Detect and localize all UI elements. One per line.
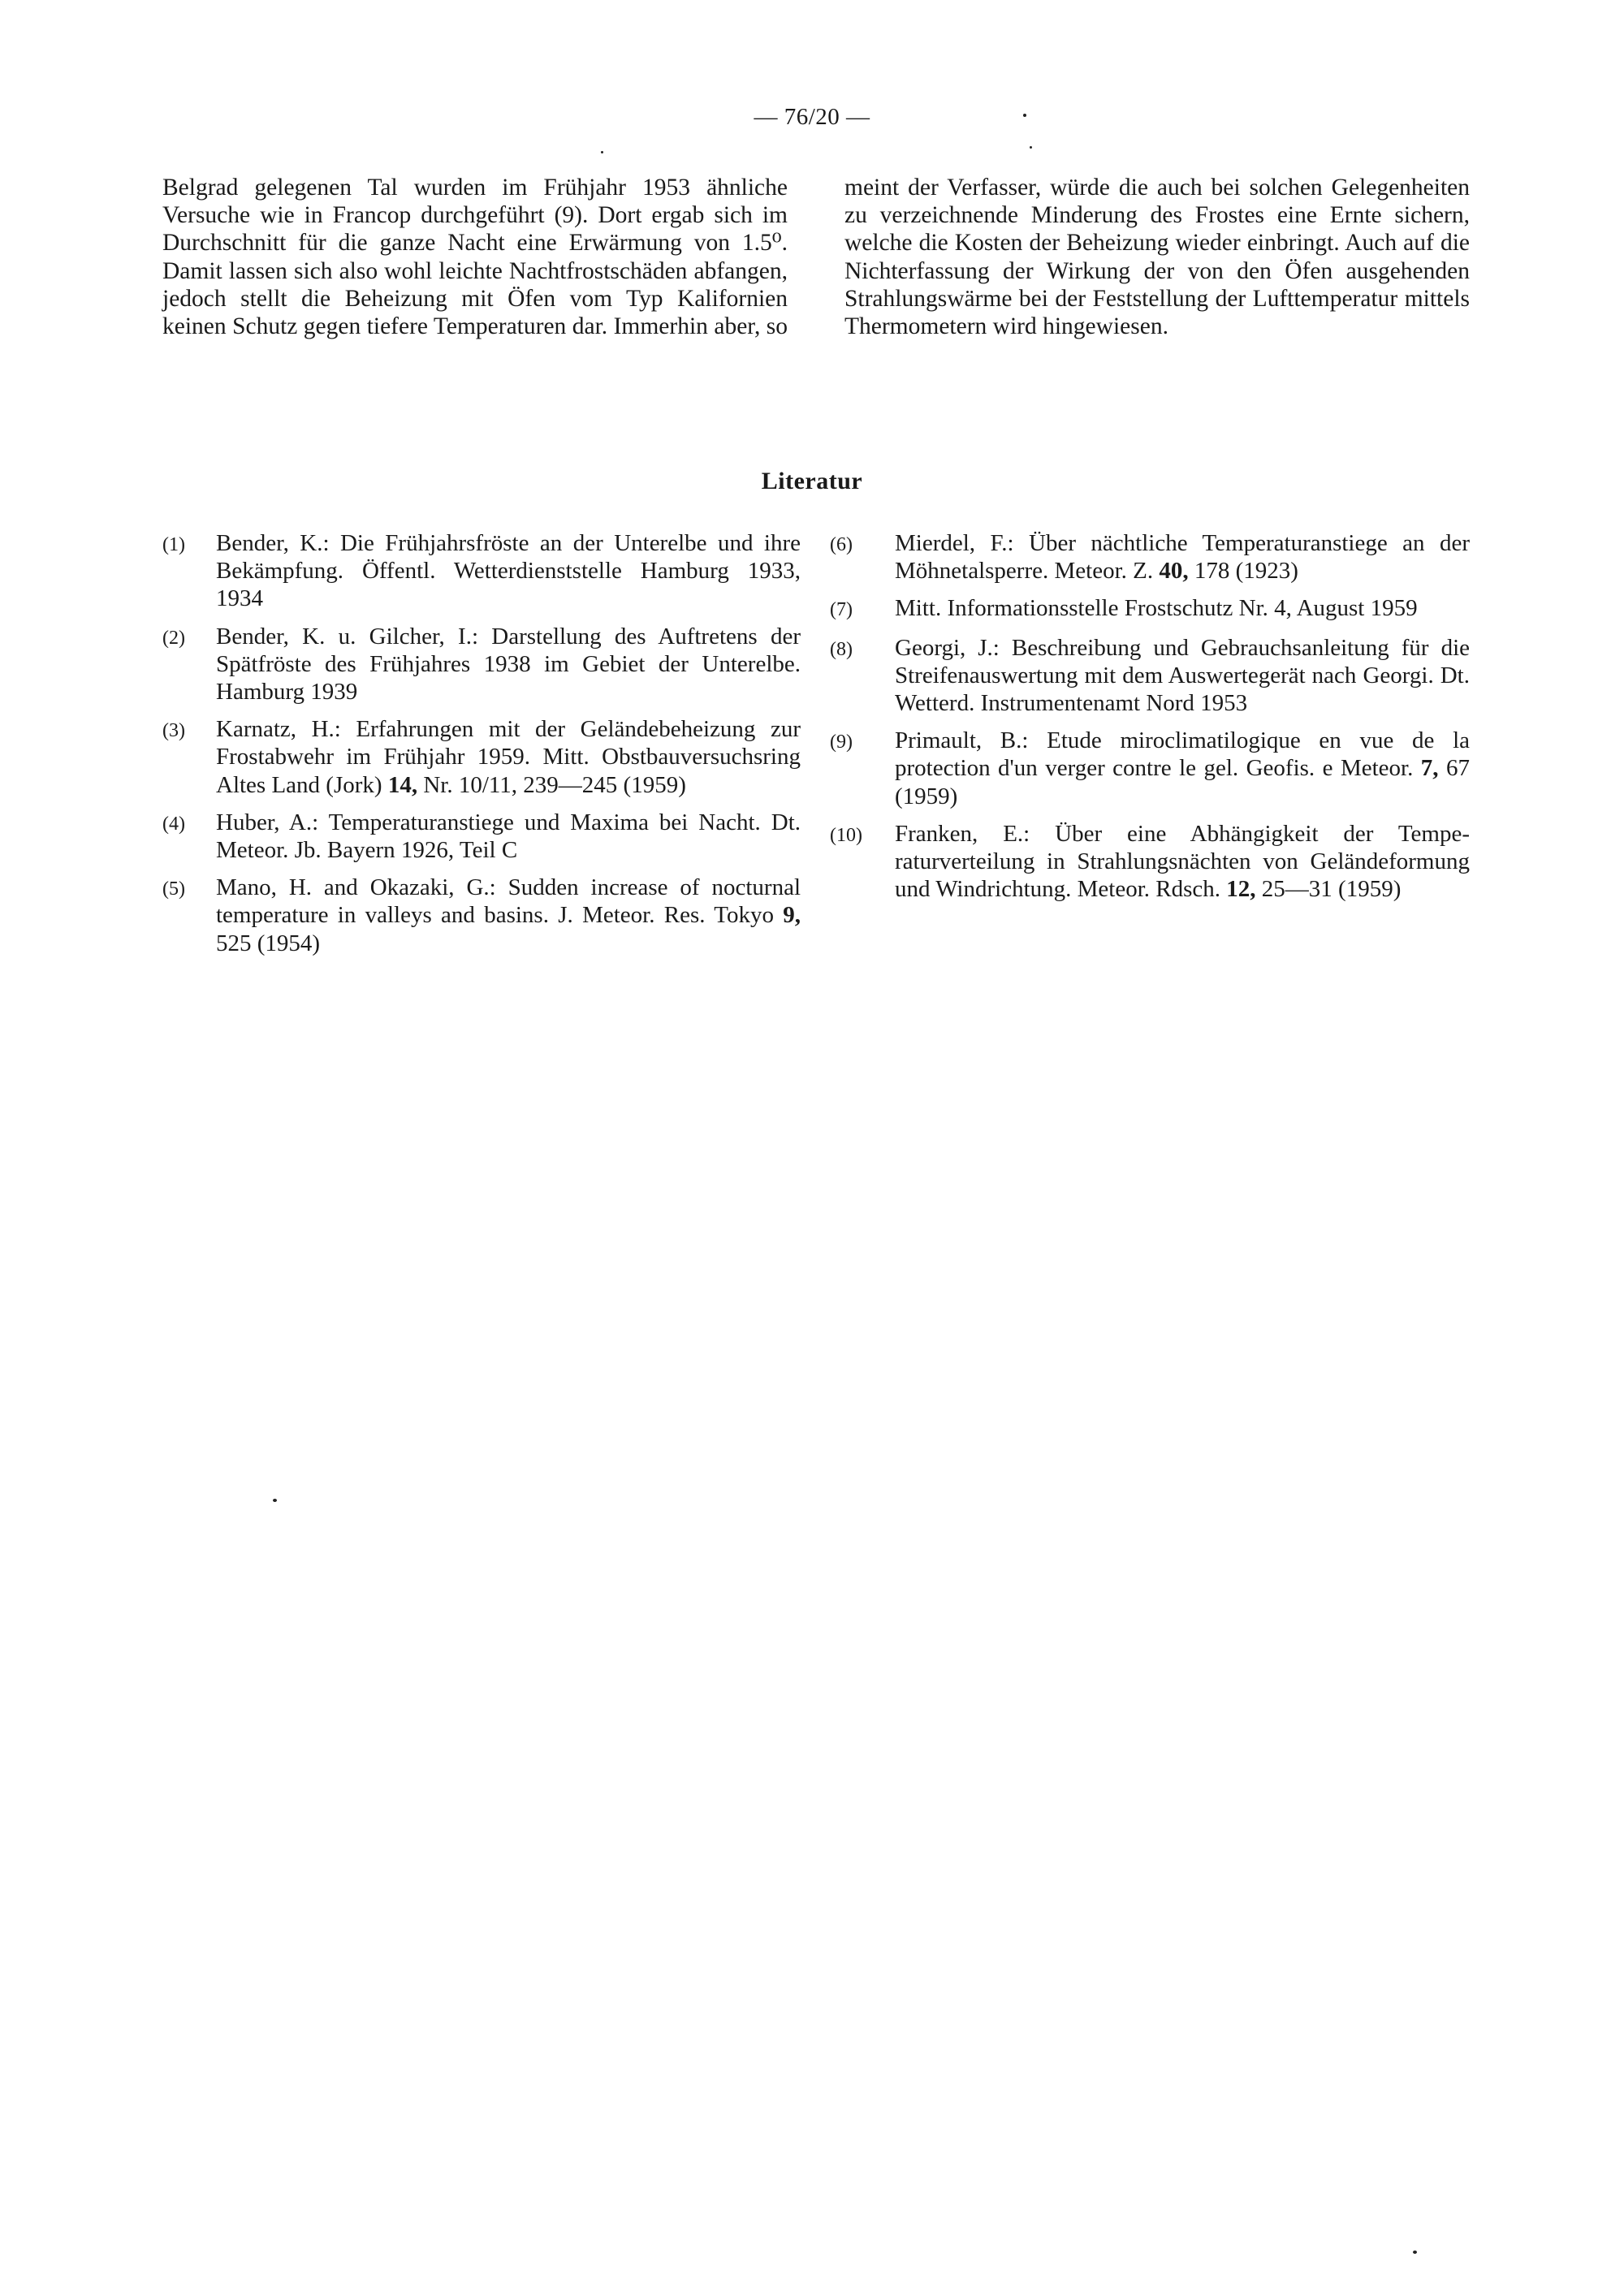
reference-item: [830, 594, 1470, 624]
reference-text: Mitt. Informationsstelle Frostschutz Nr. 4, August 1959: [895, 595, 1418, 622]
reference-number: (8): [830, 638, 853, 660]
literature-heading: Literatur: [761, 468, 863, 494]
reference-text: Bender, K.: Die Frühjahrsfröste an der Unterelbe und ihre Bekämpfung. Öffentl. Wetterdienststelle Hamburg 1933, 1934: [216, 530, 801, 612]
reference-number: (6): [830, 534, 853, 555]
reference-text-part: 25—31 (1959): [1255, 876, 1402, 903]
scan-speck: [1413, 2251, 1417, 2254]
scan-speck: [273, 1499, 277, 1502]
reference-text-part: Nr. 10/11, 239—245 (1959): [417, 771, 686, 798]
reference-text: [895, 529, 1470, 585]
reference-text: [895, 820, 1470, 904]
reference-column-left: [162, 529, 801, 967]
reference-item: [830, 727, 1470, 810]
reference-item: [830, 634, 1470, 718]
reference-text: [895, 727, 1470, 810]
reference-text-part: Primault, B.: Etude miroclimatilogique en vue de la protection d'un verger contre le gel. Geofis. e Meteor.: [895, 727, 1470, 782]
reference-volume: 7,: [1420, 755, 1439, 782]
reference-text-part: Mano, H. and Okazaki, G.: Sudden increase of nocturnal temperature in valleys and basins. J. Meteor. Res. Tokyo: [216, 874, 801, 929]
page-number: — 76/20 —: [754, 104, 870, 130]
reference-list: [162, 529, 1470, 967]
scan-speck: [1023, 114, 1026, 117]
reference-number: (1): [162, 534, 185, 555]
reference-number: (5): [162, 878, 185, 900]
reference-item: [830, 529, 1470, 585]
reference-text-part: 67 (1959): [895, 755, 1470, 809]
reference-item: [162, 809, 801, 864]
reference-text-part: Franken, E.: Über eine Abhängigkeit der Temperaturverteilung in Strahlungsnächten von Geländeformung und Windrichtung. Meteor. Rdsch.: [895, 820, 1470, 903]
reference-text: Georgi, J.: Beschreibung und Gebrauchsanleitung für die Streifenauswertung mit dem Auswertegerät nach Georgi. Dt. Wetterd. Instrumentenamt Nord 1953: [895, 634, 1470, 717]
reference-volume: 40,: [1159, 558, 1189, 585]
reference-text-part: Mierdel, F.: Über nächtliche Temperaturanstiege an der Möhnetalsperre. Meteor. Z.: [895, 530, 1470, 585]
body-paragraph: Belgrad gelegenen Tal wurden im Frühjahr 1953 ähnliche Versuche wie in Francop durchgeführt (9). Dort ergab sich im Durchschnitt für die ganze Nacht eine Erwärmung von 1.5⁰. Damit lassen sich also wohl leichte Nachtfrostschäden abfangen, jedoch stellt die Beheizung mit Öfen vom Typ Kalifornien keinen Schutz gegen tiefere Temperaturen dar. Immerhin aber, so meint der Verfasser, würde die auch bei solchen Gelegenheiten zu verzeichnende Minderung des Frostes eine Ernte sichern, welche die Kosten der Beheizung wieder einbringt. Auch auf die Nichterfassung der Wirkung der von den Öfen ausgehenden Strahlungswärme bei der Feststellung der Lufttemperatur mittels Thermometern wird hingewiesen.: [162, 175, 1470, 340]
reference-volume: 9,: [783, 902, 801, 929]
reference-volume: 14,: [387, 771, 418, 798]
reference-number: (7): [830, 599, 853, 621]
reference-item: [830, 820, 1470, 904]
reference-item: [162, 715, 801, 799]
reference-text-part: 178 (1923): [1188, 558, 1298, 585]
reference-text: [216, 874, 801, 957]
reference-text: [216, 715, 801, 799]
reference-number: (9): [830, 732, 853, 753]
scan-speck: [1030, 146, 1032, 149]
reference-text-part: Karnatz, H.: Erfahrungen mit der Geländebeheizung zur Frostabwehr im Frühjahr 1959. Mitt. Obstbauversuchsring Altes Land (Jork): [216, 716, 801, 798]
reference-text: Bender, K. u. Gilcher, I.: Darstellung des Auftretens der Spätfröste des Frühjahres 1938 im Gebiet der Unterelbe. Hamburg 1939: [216, 623, 801, 706]
reference-text: Huber, A.: Temperaturanstiege und Maxima bei Nacht. Dt. Meteor. Jb. Bayern 1926, Teil C: [216, 809, 801, 864]
reference-volume: 12,: [1226, 876, 1256, 903]
reference-item: [162, 623, 801, 706]
reference-item: [162, 529, 801, 613]
body-text: [162, 174, 1470, 340]
reference-number: (10): [830, 824, 862, 846]
scan-speck: [601, 151, 603, 153]
reference-column-right: [830, 529, 1470, 967]
reference-text-part: 525 (1954): [216, 930, 321, 956]
reference-number: (3): [162, 720, 185, 742]
reference-number: (4): [162, 813, 185, 835]
reference-item: [162, 874, 801, 957]
reference-number: (2): [162, 627, 185, 649]
